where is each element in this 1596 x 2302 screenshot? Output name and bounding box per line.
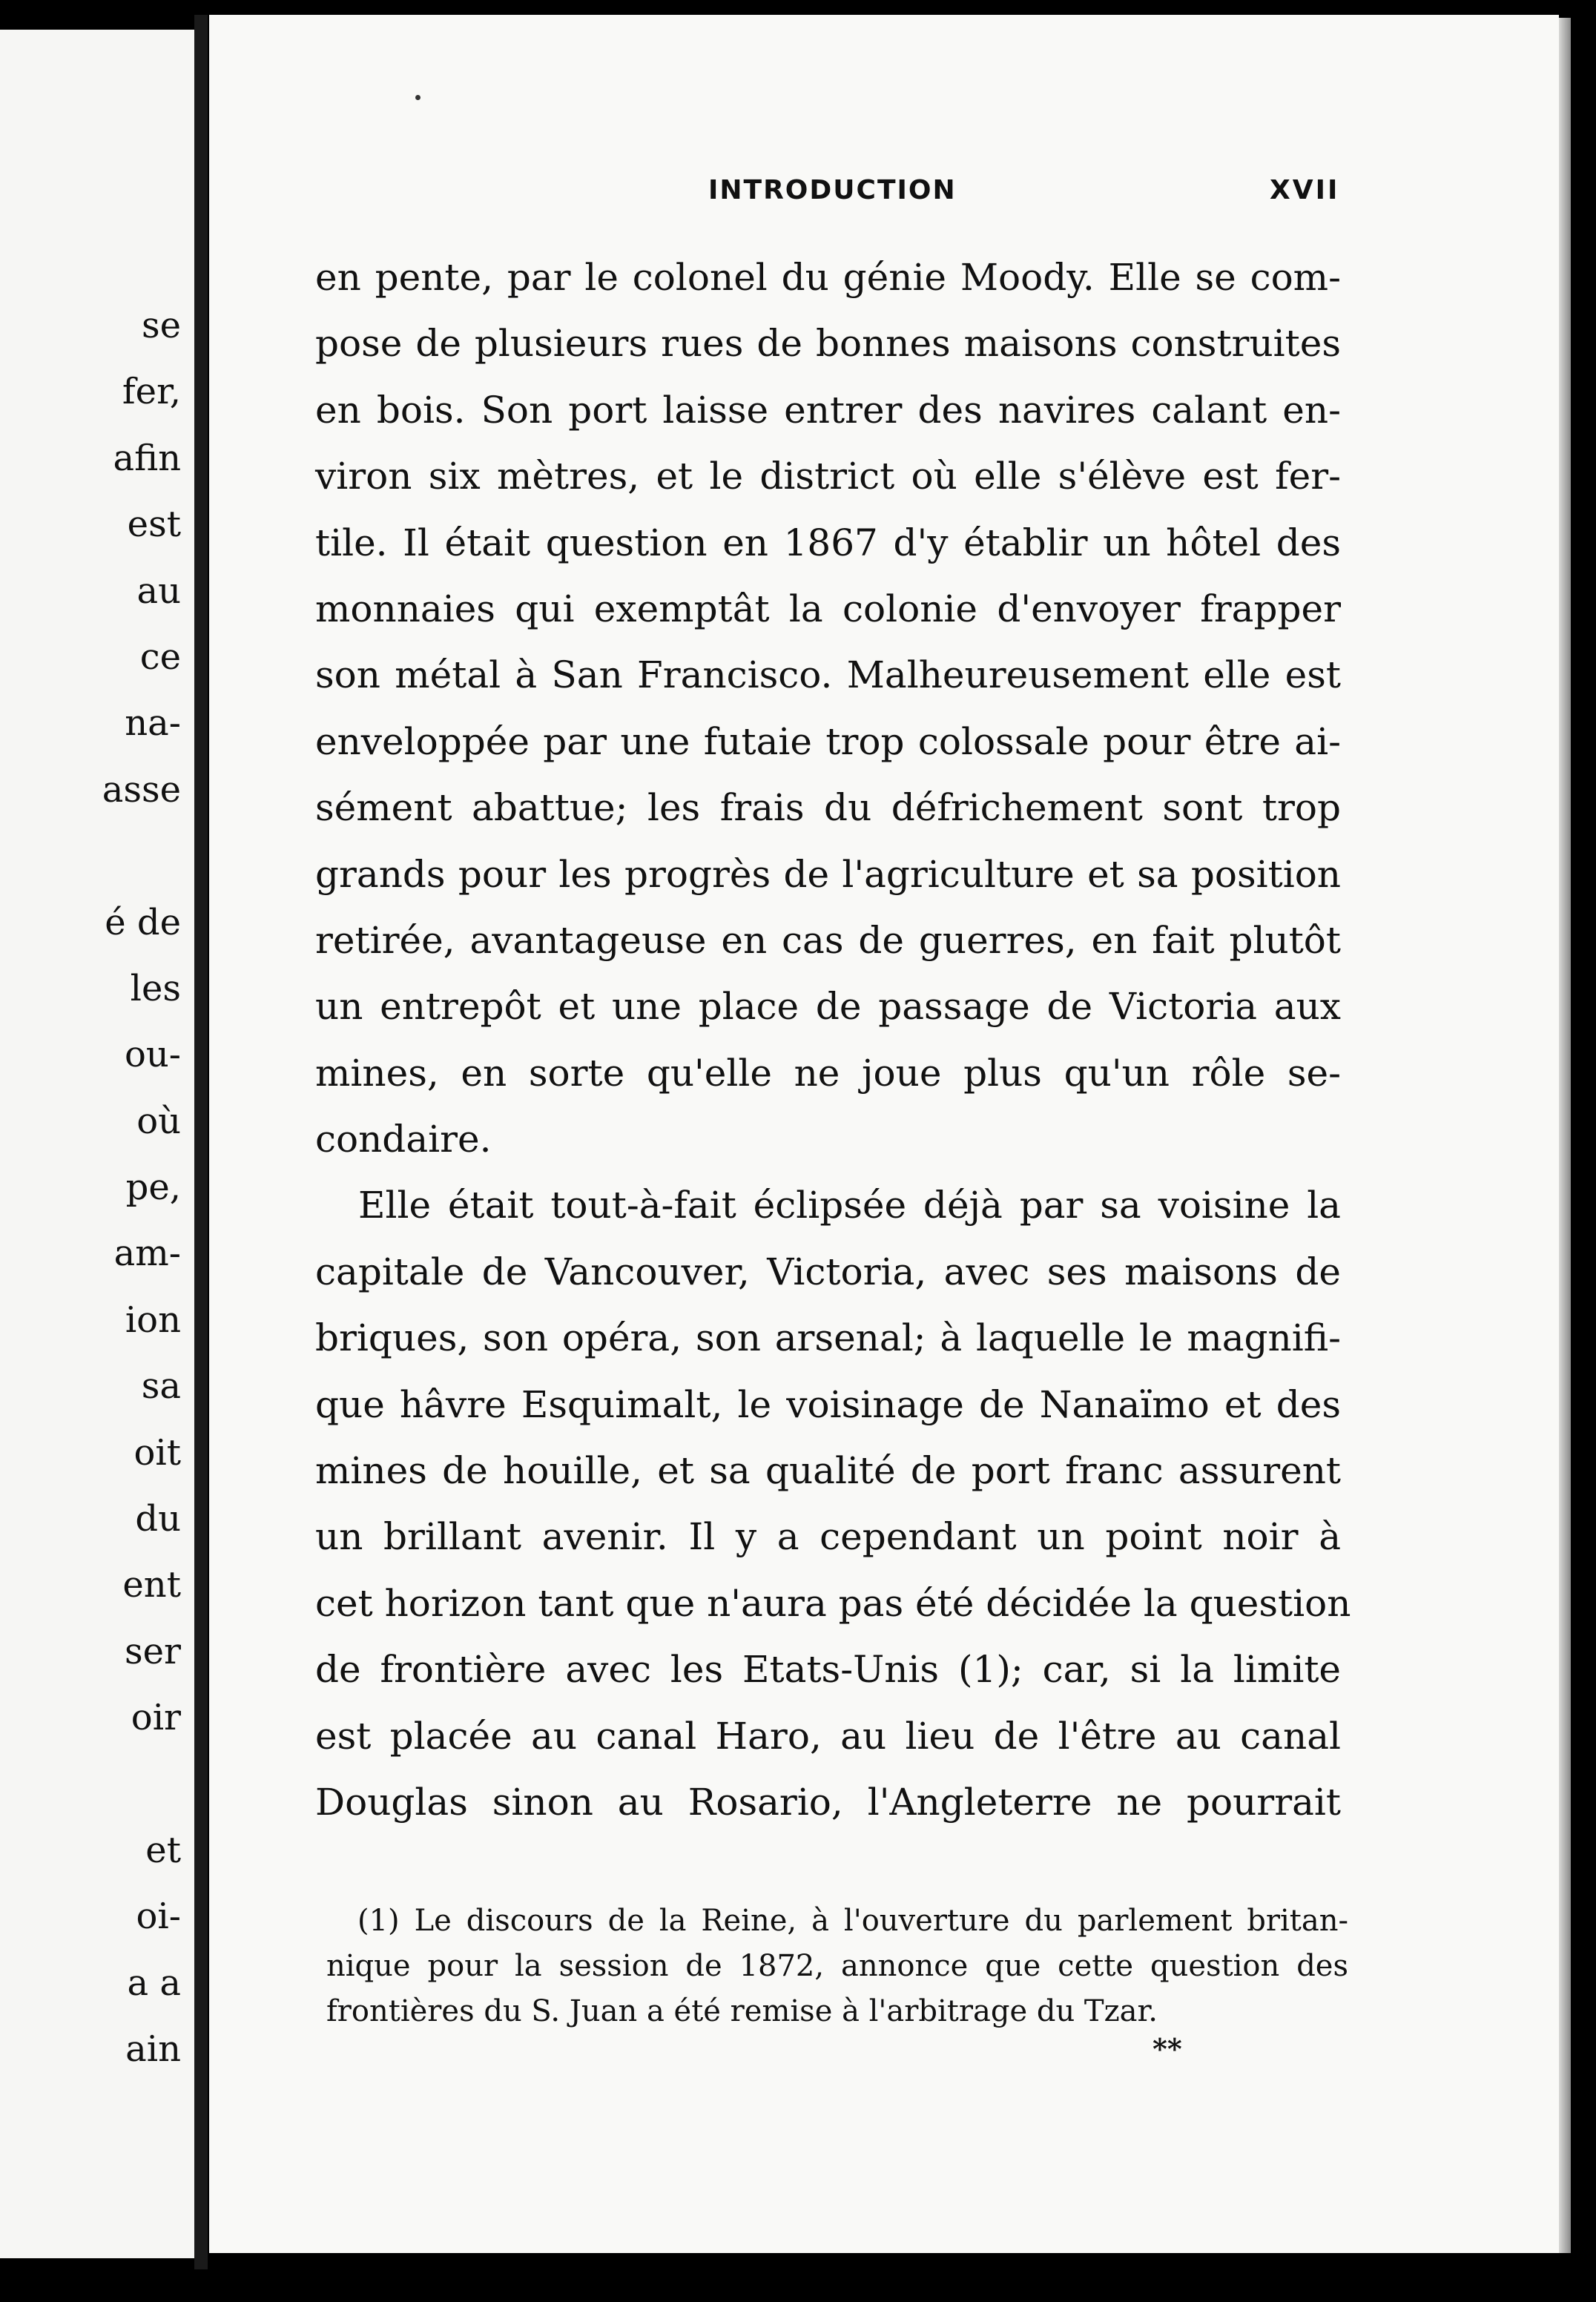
text-line: briques, son opéra, son arsenal; à laquelle le magnifi- xyxy=(315,1316,1341,1360)
left-fragment: se xyxy=(141,305,181,346)
running-title: INTRODUCTION xyxy=(708,175,957,205)
left-fragment-gap xyxy=(102,1752,181,1818)
footnote-line: (1) Le discours de la Reine, à l'ouverture du parlement britan- xyxy=(357,1904,1348,1938)
text-line: retirée, avantageuse en cas de guerres, en fait plutôt xyxy=(315,918,1341,962)
text-line: enveloppée par une futaie trop colossale pour être ai- xyxy=(315,719,1341,763)
left-fragment: é de xyxy=(105,901,181,943)
text-line: grands pour les progrès de l'agriculture et sa position xyxy=(315,852,1341,896)
left-fragment: ou- xyxy=(124,1034,181,1076)
left-fragment: ser xyxy=(125,1630,181,1672)
left-facing-page xyxy=(0,30,194,2258)
left-fragment: afin xyxy=(113,437,181,479)
left-page-text-fragments xyxy=(102,293,181,2083)
left-fragment: a a xyxy=(127,1962,181,2004)
left-fragment: et xyxy=(145,1829,181,1871)
text-line: viron six mètres, et le district où elle s'élève est fer- xyxy=(315,455,1341,498)
left-fragment: ain xyxy=(125,2028,181,2071)
left-fragment: oir xyxy=(131,1697,181,1739)
text-line: mines, en sorte qu'elle ne joue plus qu'un rôle se- xyxy=(315,1051,1341,1095)
left-fragment: est xyxy=(127,504,181,546)
body-text xyxy=(315,245,1351,1836)
text-line: mines de houille, et sa qualité de port franc assurent xyxy=(315,1449,1341,1493)
left-fragment: du xyxy=(135,1498,181,1540)
text-line: pose de plusieurs rues de bonnes maisons construites xyxy=(315,322,1341,366)
text-line: que hâvre Esquimalt, le voisinage de Nanaïmo et des xyxy=(315,1382,1341,1426)
text-line: un brillant avenir. Il y a cependant un point noir à xyxy=(315,1515,1341,1559)
left-fragment: oit xyxy=(133,1431,181,1474)
text-line: tile. Il était question en 1867 d'y établir un hôtel des xyxy=(315,521,1341,564)
text-line: Douglas sinon au Rosario, l'Angleterre ne pourrait xyxy=(315,1780,1341,1824)
text-line: en bois. Son port laisse entrer des navires calant en- xyxy=(315,388,1341,432)
text-line: de frontière avec les Etats-Unis (1); car, si la limite xyxy=(315,1648,1341,1692)
left-fragment: am- xyxy=(113,1233,181,1275)
text-line: est placée au canal Haro, au lieu de l'être au canal xyxy=(315,1714,1341,1758)
footnote-line: nique pour la session de 1872, annonce que cette question des xyxy=(326,1949,1348,1983)
left-fragment: les xyxy=(130,967,181,1009)
text-line: monnaies qui exemptât la colonie d'envoyer frapper xyxy=(315,587,1341,630)
book-gutter xyxy=(194,15,208,2269)
left-fragment: où xyxy=(136,1100,181,1142)
footnote-line: frontières du S. Juan a été remise à l'arbitrage du Tzar. xyxy=(326,1994,1158,2028)
text-line: cet horizon tant que n'aura pas été décidée la question xyxy=(315,1581,1351,1625)
text-line: en pente, par le colonel du génie Moody. Elle se com- xyxy=(315,256,1341,299)
left-fragment: ce xyxy=(139,636,181,678)
text-line: sément abattue; les frais du défrichement sont trop xyxy=(315,786,1341,830)
left-fragment: fer, xyxy=(122,371,181,413)
left-fragment: oi- xyxy=(136,1896,181,1938)
left-fragment: ion xyxy=(125,1299,181,1341)
signature-mark: ** xyxy=(1153,2032,1182,2065)
speck-mark xyxy=(415,95,421,100)
text-line: un entrepôt et une place de passage de Victoria aux xyxy=(315,985,1341,1029)
left-fragment: sa xyxy=(141,1365,181,1408)
left-fragment-gap xyxy=(102,823,181,889)
left-fragment: asse xyxy=(102,768,181,811)
left-fragment: au xyxy=(136,570,181,612)
footnote xyxy=(326,1899,1348,2034)
text-line: condaire. xyxy=(315,1118,492,1161)
page-number: XVII xyxy=(1270,175,1340,205)
page-edge-shadow xyxy=(1559,18,1571,2253)
text-line: Elle était tout-à-fait éclipsée déjà par sa voisine la xyxy=(358,1184,1341,1227)
left-fragment: na- xyxy=(125,702,181,745)
left-fragment: ent xyxy=(122,1564,181,1606)
left-fragment: pe, xyxy=(125,1167,181,1209)
text-line: son métal à San Francisco. Malheureusement elle est xyxy=(315,653,1341,697)
text-line: capitale de Vancouver, Victoria, avec ses maisons de xyxy=(315,1250,1341,1293)
